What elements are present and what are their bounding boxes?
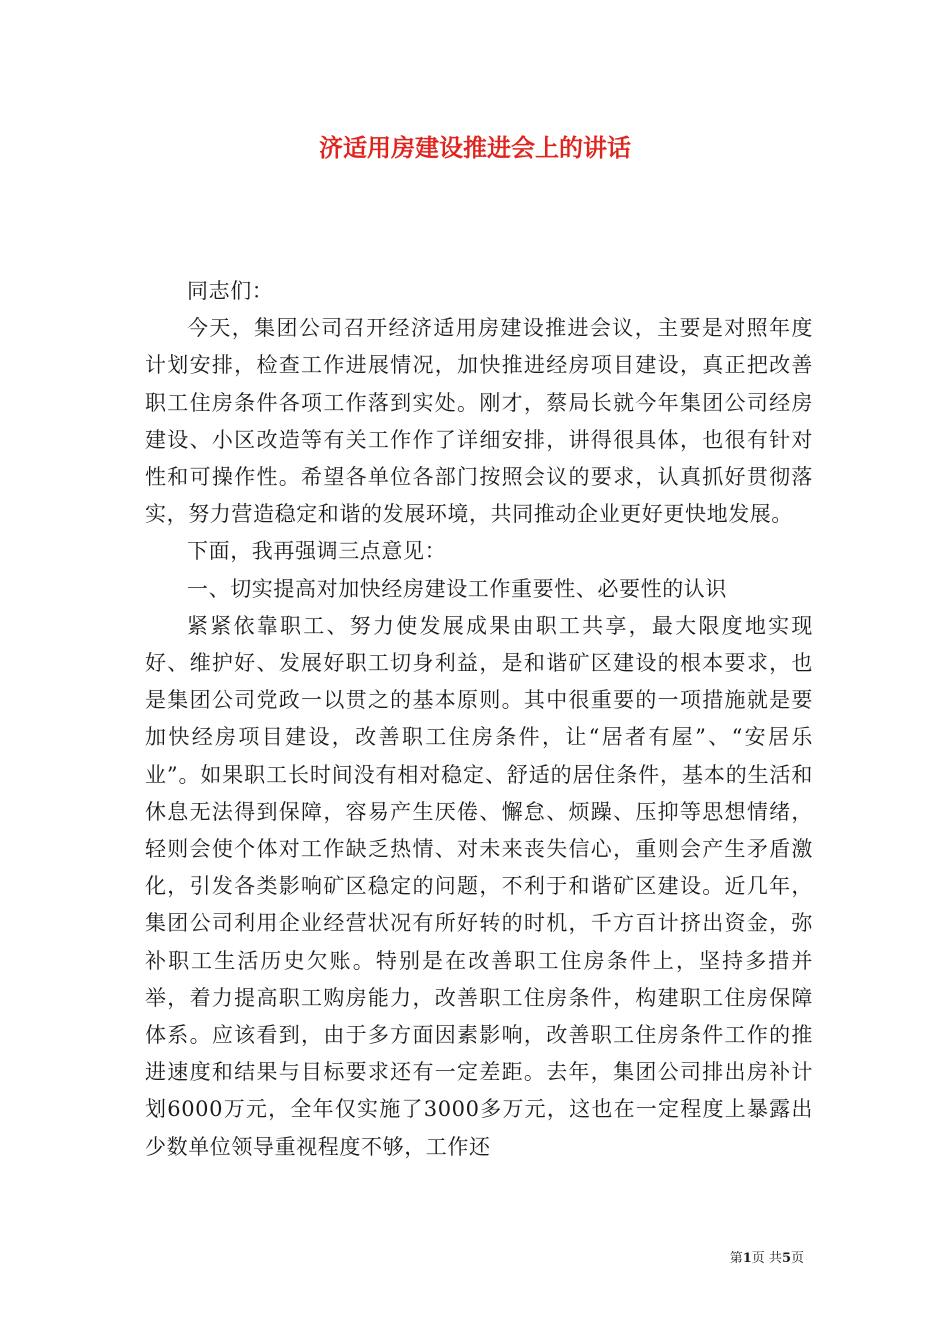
paragraph-transition: 下面，我再强调三点意见： [187,539,447,564]
paragraph-salutation: 同志们： [187,279,274,303]
document-body [145,273,813,1166]
section-heading-1: 一、切实提高对加快经房建设工作重要性、必要性的认识 [187,576,727,601]
page-footer [730,1247,804,1266]
footer-prefix: 第 [729,1251,743,1266]
total-page-number: 5 [781,1251,791,1266]
paragraph-intro: 今天，集团公司召开经济适用房建设推进会议，主要是对照年度计划安排，检查工作进展情况，加快推进经房项目建设，真正把改善职工住房条件各项工作落到实处。刚才，蔡局长就今年集团公司经房建设、小区改造等有关工作作了详细安排，讲得很具体，也很有针对性和可操作性。希望各单位各部门按照会议的要求，认真抓好贯彻落实，努力营造稳定和谐的发展环境，共同推动企业更好更快地发展。 [145,316,813,527]
paragraph-section-1-body: 紧紧依靠职工、努力使发展成果由职工共享，最大限度地实现好、维护好、发展好职工切身利益，是和谐矿区建设的根本要求，也是集团公司党政一以贯之的基本原则。其中很重要的一项措施就是要加快经房项目建设，改善职工住房条件，让“居者有屋”、“安居乐业”。如果职工长时间没有相对稳定、舒适的居住条件，基本的生活和休息无法得到保障，容易产生厌倦、懈怠、烦躁、压抑等思想情绪，轻则会使个体对工作缺乏热情、对未来丧失信心，重则会产生矛盾激化，引发各类影响矿区稳定的问题，不利于和谐矿区建设。近几年，集团公司利用企业经营状况有所好转的时机，千方百计挤出资金，弥补职工生活历史欠账。特别是在改善职工住房条件上，坚持多措并举，着力提高职工购房能力，改善职工住房条件，构建职工住房保障体系。应该看到，由于多方面因素影响，改善职工住房条件工作的推进速度和结果与目标要求还有一定差距。去年，集团公司排出房补计划6000万元，全年仅实施了3000多万元，这也在一定程度上暴露出少数单位领导重视程度不够，工作还 [145,613,813,1159]
current-page-number: 1 [742,1251,752,1266]
footer-middle: 页 共 [751,1251,782,1266]
page-title: 济适用房建设推进会上的讲话 [319,133,631,162]
footer-suffix: 页 [790,1251,804,1266]
